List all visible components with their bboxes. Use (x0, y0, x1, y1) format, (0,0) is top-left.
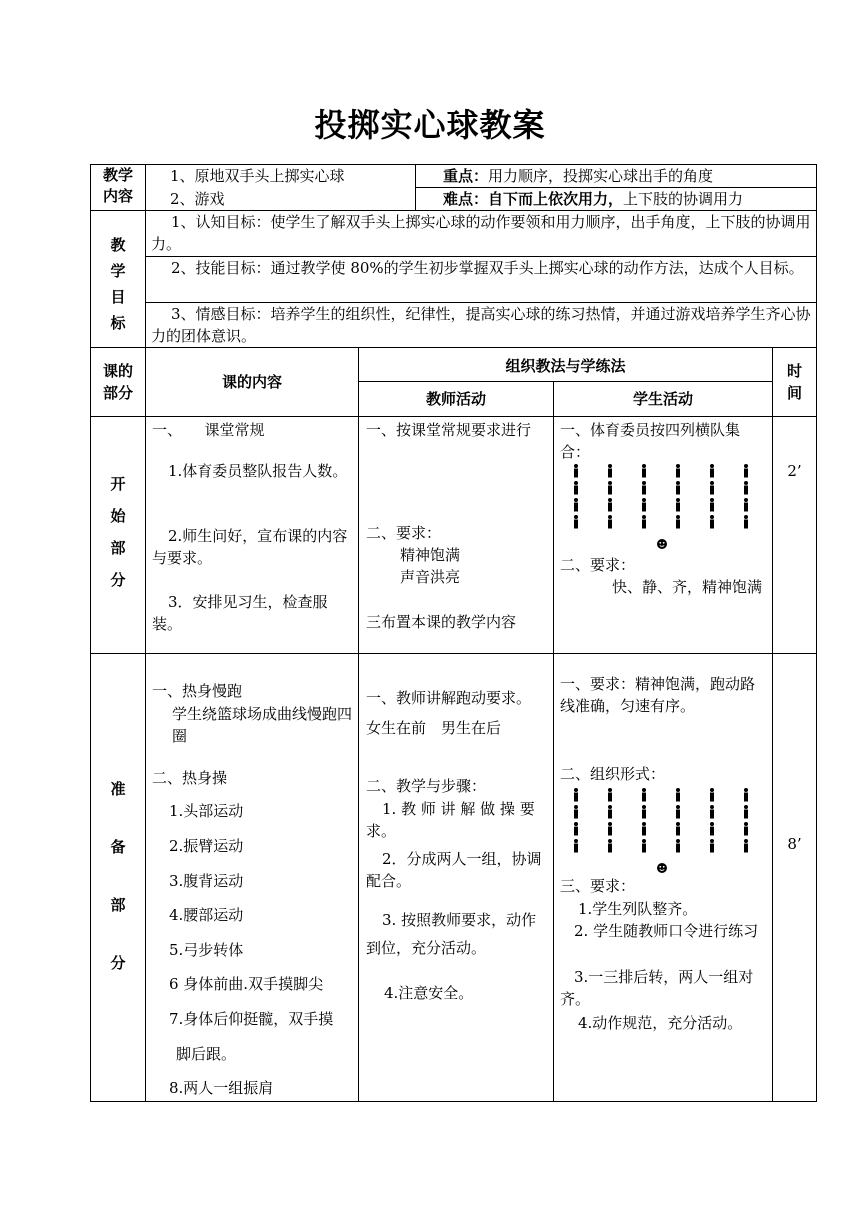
start-student-3: 快、静、齐，精神饱满 (612, 578, 763, 596)
student-figure-icon (744, 839, 748, 853)
header-teacher: 教师活动 (425, 390, 486, 408)
student-figure-icon (642, 839, 646, 853)
start-content-4: 3．安排见习生，检查服装。 (152, 593, 328, 633)
start-teacher-2: 二、要求： (366, 524, 442, 542)
student-figure-icon (608, 788, 612, 802)
student-figure-icon (710, 481, 714, 495)
student-figure-icon (744, 515, 748, 529)
difficulty-text: 上下肢的协调用力 (623, 190, 744, 208)
key-point-text: 用力顺序，投掷实心球出手的角度 (488, 167, 714, 185)
prep-teacher-3: 二、教学与步骤： (366, 777, 487, 795)
formation-diagram-start (568, 460, 758, 552)
student-figure-icon (608, 464, 612, 478)
prep-content-2: 学生绕篮球场成曲线慢跑四圈 (172, 705, 353, 745)
prep-content-10: 7.身体后仰挺髋，双手摸 (169, 1010, 334, 1028)
page-title: 投掷实心球教案 (314, 106, 546, 144)
teacher-marker-icon (657, 539, 667, 549)
prep-student-3: 三、要求： (560, 877, 636, 895)
student-figure-icon (642, 515, 646, 529)
student-figure-icon (608, 839, 612, 853)
student-figure-icon (744, 822, 748, 836)
difficulty-label: 难点： (443, 190, 489, 208)
start-student-2: 二、要求： (560, 556, 636, 574)
header-time: 时 间 (786, 362, 802, 402)
student-figure-icon (642, 464, 646, 478)
teaching-item-2: 2、游戏 (170, 190, 225, 208)
teacher-marker-icon (657, 863, 667, 873)
start-time: 2’ (787, 462, 802, 480)
student-figure-icon (574, 481, 578, 495)
student-figure-icon (710, 788, 714, 802)
start-content-1: 一、 课堂常规 (152, 421, 265, 439)
student-figure-icon (710, 839, 714, 853)
student-figure-icon (676, 839, 680, 853)
student-figure-icon (642, 498, 646, 512)
prep-content-9: 6 身体前曲.双手摸脚尖 (169, 975, 324, 993)
start-content-3: 2.师生问好，宣布课的内容与要求。 (152, 527, 348, 567)
prep-student-6: 3.一三排后转，两人一组对齐。 (560, 968, 754, 1008)
student-figure-icon (642, 481, 646, 495)
start-student-1: 一、体育委员按四列横队集合： (560, 421, 741, 461)
formation-diagram-prep (568, 784, 758, 876)
teaching-content-label: 教学 内容 (102, 166, 133, 205)
student-figure-icon (642, 822, 646, 836)
student-figure-icon (710, 805, 714, 819)
student-figure-icon (608, 805, 612, 819)
student-figure-icon (574, 498, 578, 512)
start-teacher-1: 一、按课堂常规要求进行 (366, 421, 532, 439)
student-figure-icon (676, 515, 680, 529)
prep-teacher-4: 1. 教 师 讲 解 做 操 要求。 (366, 800, 535, 840)
student-figure-icon (574, 839, 578, 853)
start-teacher-5: 三布置本课的教学内容 (366, 613, 517, 631)
prep-content-7: 4.腰部运动 (169, 906, 244, 924)
prep-content-4: 1.头部运动 (169, 802, 244, 820)
prep-student-7: 4.动作规范，充分活动。 (578, 1014, 743, 1032)
objective-skill: 2、技能目标：通过教学使 80%的学生初步掌握双手头上掷实心球的动作方法，达成个人目标。 (171, 259, 804, 277)
section-prep-label: 准 备 部 分 (110, 780, 126, 972)
student-figure-icon (744, 788, 748, 802)
student-figure-icon (676, 822, 680, 836)
difficulty-point (443, 188, 743, 210)
start-teacher-3: 精神饱满 (400, 546, 461, 564)
prep-content-12: 8.两人一组振肩 (169, 1079, 274, 1097)
student-figure-icon (676, 464, 680, 478)
prep-teacher-7: 4.注意安全。 (384, 984, 474, 1002)
key-point-label: 重点： (443, 167, 489, 185)
section-start-label: 开 始 部 分 (110, 475, 126, 589)
header-student: 学生活动 (632, 390, 693, 408)
student-figure-icon (676, 498, 680, 512)
key-point (443, 165, 713, 187)
prep-teacher-5: 2．分成两人一组，协调配合。 (366, 850, 542, 890)
prep-content-5: 2.振臂运动 (169, 837, 244, 855)
prep-content-8: 5.弓步转体 (169, 941, 244, 959)
prep-teacher-6: 3. 按照教师要求，动作到位，充分活动。 (366, 911, 537, 957)
student-figure-icon (710, 822, 714, 836)
objective-affective: 3、情感目标：培养学生的组织性，纪律性，提高实心球的练习热情，并通过游戏培养学生齐心协力的团体意识。 (151, 305, 811, 345)
student-figure-icon (608, 481, 612, 495)
student-figure-icon (676, 805, 680, 819)
student-figure-icon (608, 822, 612, 836)
prep-content-11: 脚后跟。 (176, 1045, 237, 1063)
student-figure-icon (642, 788, 646, 802)
header-content: 课的内容 (221, 373, 282, 391)
objective-cognitive: 1、认知目标：使学生了解双手头上掷实心球的动作要领和用力顺序，出手角度，上下肢的协调用力。 (151, 213, 811, 253)
prep-student-5: 2. 学生随教师口令进行练习 (574, 922, 759, 940)
prep-student-4: 1.学生列队整齐。 (578, 900, 698, 918)
student-figure-icon (608, 498, 612, 512)
student-figure-icon (744, 498, 748, 512)
student-figure-icon (710, 498, 714, 512)
student-figure-icon (676, 788, 680, 802)
student-figure-icon (608, 515, 612, 529)
prep-time: 8’ (787, 835, 802, 853)
student-figure-icon (710, 464, 714, 478)
start-teacher-4: 声音洪亮 (400, 568, 461, 586)
header-part: 课的 部分 (102, 362, 133, 402)
prep-content-6: 3.腹背运动 (169, 872, 244, 890)
student-figure-icon (710, 515, 714, 529)
student-figure-icon (574, 805, 578, 819)
objectives-label: 教 学 目 标 (110, 236, 126, 332)
header-org: 组织教法与学练法 (505, 357, 626, 375)
student-figure-icon (574, 822, 578, 836)
student-figure-icon (642, 805, 646, 819)
student-figure-icon (574, 464, 578, 478)
student-figure-icon (574, 515, 578, 529)
student-figure-icon (574, 788, 578, 802)
prep-content-3: 二、热身操 (152, 769, 228, 787)
student-figure-icon (744, 464, 748, 478)
difficulty-bold-text: 自下而上依次用力， (488, 190, 624, 208)
student-figure-icon (744, 481, 748, 495)
teaching-item-1: 1、原地双手头上掷实心球 (170, 167, 345, 185)
prep-teacher-2: 女生在前 男生在后 (366, 719, 502, 737)
start-content-2: 1.体育委员整队报告人数。 (168, 462, 348, 480)
student-figure-icon (676, 481, 680, 495)
prep-student-1: 一、要求：精神饱满，跑动路线准确，匀速有序。 (560, 675, 756, 715)
prep-student-2: 二、组织形式： (560, 765, 666, 783)
prep-teacher-1: 一、教师讲解跑动要求。 (366, 689, 532, 707)
prep-content-1: 一、热身慢跑 (152, 682, 243, 700)
student-figure-icon (744, 805, 748, 819)
